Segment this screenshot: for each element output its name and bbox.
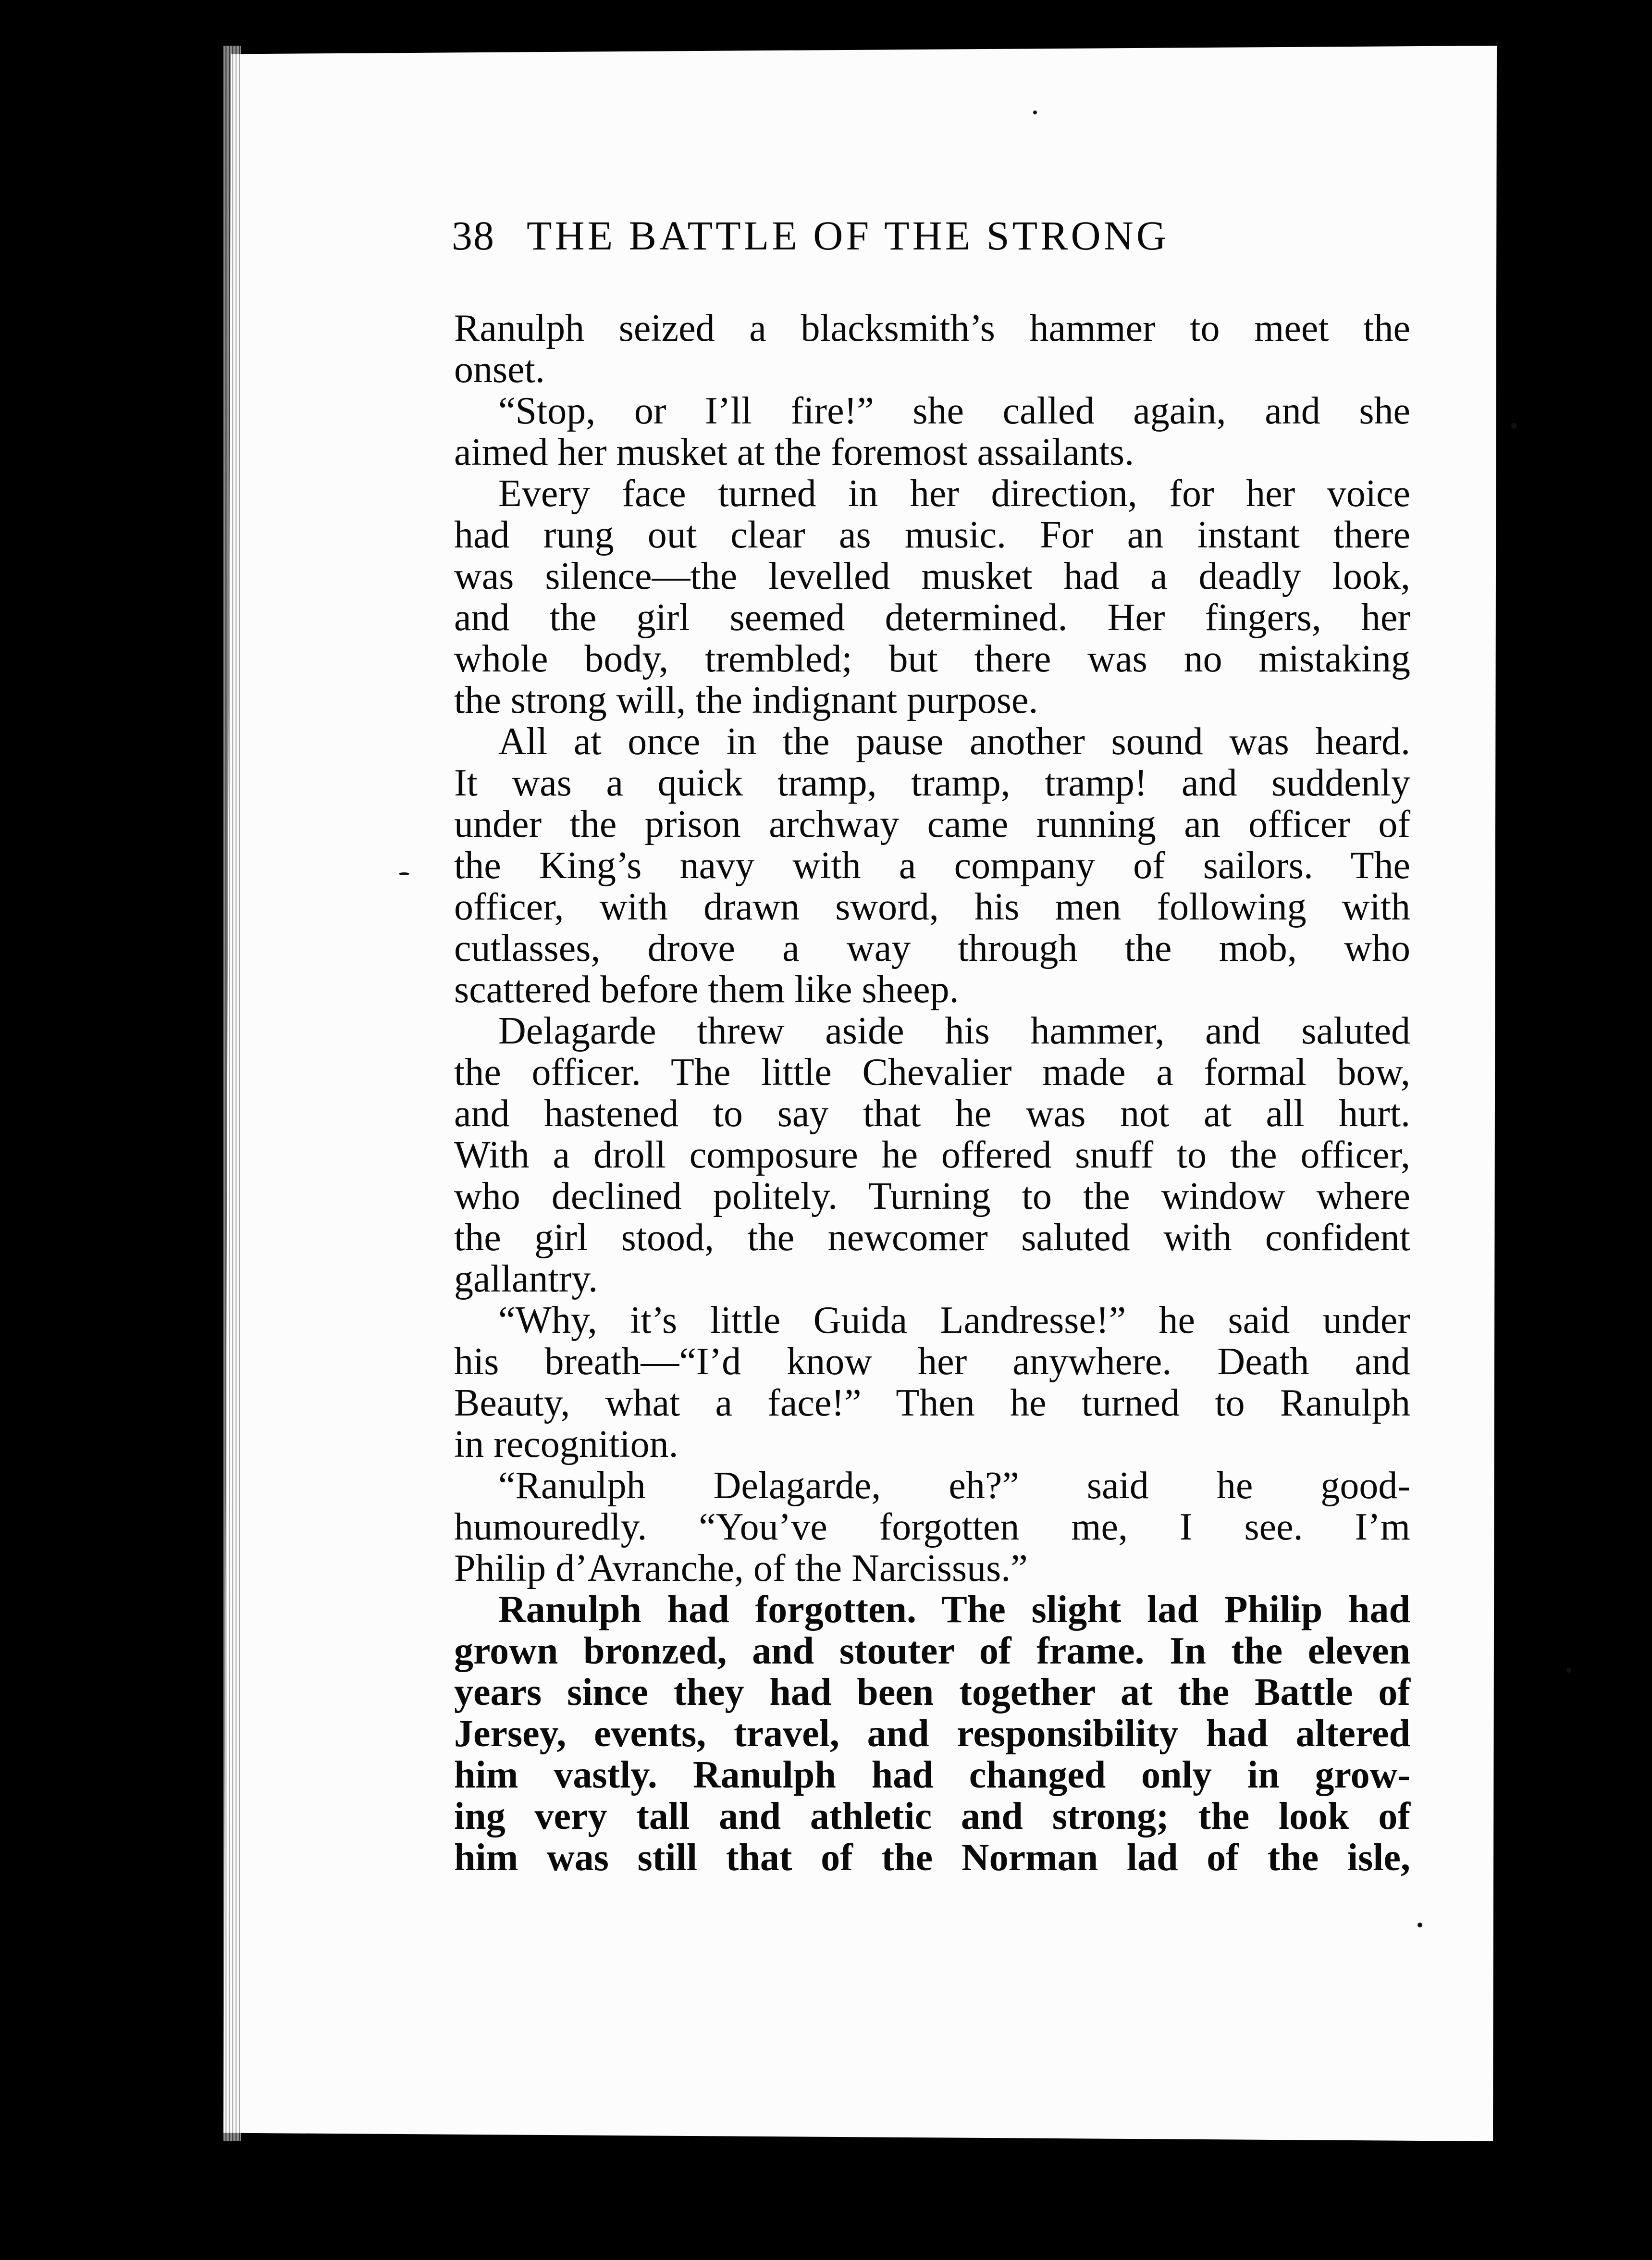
text-line: whole body, trembled; but there was no mistaking xyxy=(454,638,1410,680)
text-line: humouredly. “You’ve forgotten me, I see. I’m xyxy=(454,1506,1410,1548)
text-line: Delagarde threw aside his hammer, and saluted xyxy=(498,1010,1410,1052)
text-line: in recognition. xyxy=(454,1423,678,1465)
page-number: 38 xyxy=(452,212,495,259)
text-line: and hastened to say that he was not at all hurt. xyxy=(454,1093,1410,1135)
text-line: It was a quick tramp, tramp, tramp! and suddenly xyxy=(454,762,1410,804)
text-line: the girl stood, the newcomer saluted with confident xyxy=(454,1217,1410,1259)
text-line: him vastly. Ranulph had changed only in grow- xyxy=(454,1754,1410,1796)
text-line: onset. xyxy=(454,348,545,391)
scan-speck xyxy=(1033,111,1037,114)
text-line: was silence—the levelled musket had a deadly look, xyxy=(454,555,1410,597)
text-line: years since they had been together at the Battle of xyxy=(454,1671,1410,1714)
text-line: “Stop, or I’ll fire!” she called again, and she xyxy=(498,390,1410,432)
text-line: Beauty, what a face!” Then he turned to Ranulph xyxy=(454,1382,1410,1424)
text-line: who declined politely. Turning to the window where xyxy=(454,1175,1410,1217)
text-line: All at once in the pause another sound was heard. xyxy=(498,720,1410,763)
text-line: “Why, it’s little Guida Landresse!” he said under xyxy=(498,1299,1410,1341)
scan-speck xyxy=(399,872,409,875)
text-line: Ranulph had forgotten. The slight lad Philip had xyxy=(498,1589,1410,1631)
text-line: under the prison archway came running an officer of xyxy=(454,803,1410,845)
text-line: Ranulph seized a blacksmith’s hammer to meet the xyxy=(454,307,1410,349)
text-line: his breath—“I’d know her anywhere. Death and xyxy=(454,1341,1410,1383)
page-edge xyxy=(223,46,241,2141)
text-line: the King’s navy with a company of sailors. The xyxy=(454,844,1410,887)
text-line: officer, with drawn sword, his men following with xyxy=(454,886,1410,928)
scan-speck xyxy=(1418,1923,1422,1927)
scan-speck xyxy=(1511,423,1517,429)
text-line: scattered before them like sheep. xyxy=(454,969,959,1011)
text-line: and the girl seemed determined. Her fingers, her xyxy=(454,596,1410,639)
text-line: With a droll composure he offered snuff to the officer, xyxy=(454,1134,1410,1176)
text-line: him was still that of the Norman lad of the isle, xyxy=(454,1837,1410,1879)
text-line: aimed her musket at the foremost assailants. xyxy=(454,431,1134,473)
text-line: Every face turned in her direction, for her voice xyxy=(498,472,1410,515)
text-line: Philip d’Avranche, of the Narcissus.” xyxy=(454,1547,1028,1589)
running-title: THE BATTLE OF THE STRONG xyxy=(527,212,1169,259)
text-line: the officer. The little Chevalier made a formal bow, xyxy=(454,1051,1410,1093)
text-line: ing very tall and athletic and strong; the look of xyxy=(454,1795,1410,1838)
text-line: had rung out clear as music. For an instant there xyxy=(454,514,1410,556)
text-line: cutlasses, drove a way through the mob, who xyxy=(454,927,1410,969)
text-line: Jersey, events, travel, and responsibility had altered xyxy=(454,1713,1410,1755)
text-line: grown bronzed, and stouter of frame. In the eleven xyxy=(454,1630,1410,1672)
body-text xyxy=(454,308,1410,1878)
running-head xyxy=(452,211,1297,269)
text-line: gallantry. xyxy=(454,1258,598,1300)
text-line: the strong will, the indignant purpose. xyxy=(454,679,1038,721)
scan-speck xyxy=(1566,1668,1571,1673)
text-line: “Ranulph Delagarde, eh?” said he good- xyxy=(498,1465,1410,1507)
